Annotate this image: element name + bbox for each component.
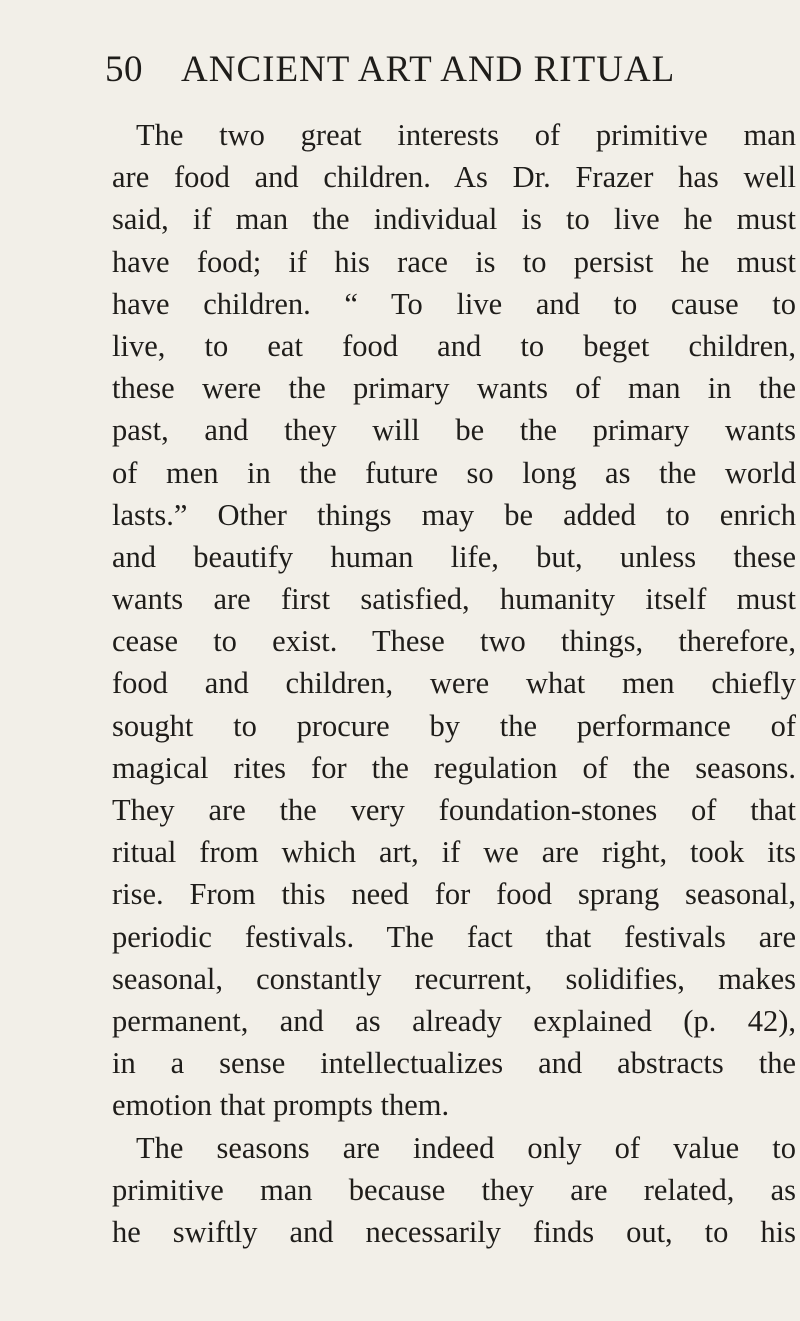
running-title: ANCIENT ART AND RITUAL [181, 49, 676, 90]
text-line: ritual from which art, if we are right, took its [112, 835, 796, 870]
text-line: primitive man because they are related, as [112, 1172, 796, 1207]
text-line: sought to procure by the performance of [112, 708, 796, 743]
text-line: live, to eat food and to beget children, [112, 328, 796, 363]
text-line: permanent, and as already explained (p. 42), [112, 1003, 796, 1038]
text-line: in a sense intellectualizes and abstracts the [112, 1046, 796, 1081]
text-line: and beautify human life, but, unless these [112, 539, 796, 574]
text-line: The seasons are indeed only of value to [136, 1130, 796, 1165]
text-line: rise. From this need for food sprang seasonal, [112, 877, 796, 912]
text-line: he swiftly and necessarily finds out, to his [112, 1214, 796, 1249]
text-line: wants are first satisfied, humanity itself must [112, 582, 796, 617]
text-line: The two great interests of primitive man [136, 118, 796, 152]
body-text [112, 114, 796, 1253]
text-line: have children. “ To live and to cause to [112, 286, 796, 321]
text-line: periodic festivals. The fact that festivals are [112, 919, 796, 954]
text-line: these were the primary wants of man in the [112, 371, 796, 406]
text-line: lasts.” Other things may be added to enrich [112, 497, 796, 532]
text-line: of men in the future so long as the world [112, 455, 796, 490]
text-line: They are the very foundation-stones of that [112, 793, 796, 827]
text-line: have food; if his race is to persist he must [112, 244, 796, 279]
text-line: food and children, were what men chiefly [112, 666, 796, 701]
text-line: emotion that prompts them. [112, 1088, 450, 1123]
text-line: past, and they will be the primary wants [112, 413, 796, 448]
text-line: cease to exist. These two things, therefore, [112, 624, 796, 659]
text-line: seasonal, constantly recurrent, solidifies, makes [112, 961, 796, 996]
text-line: are food and children. As Dr. Frazer has well [112, 160, 796, 195]
page-number: 50 [105, 49, 143, 90]
running-head [105, 48, 715, 98]
text-line: magical rites for the regulation of the seasons. [112, 750, 796, 785]
text-line: said, if man the individual is to live he must [112, 202, 796, 237]
